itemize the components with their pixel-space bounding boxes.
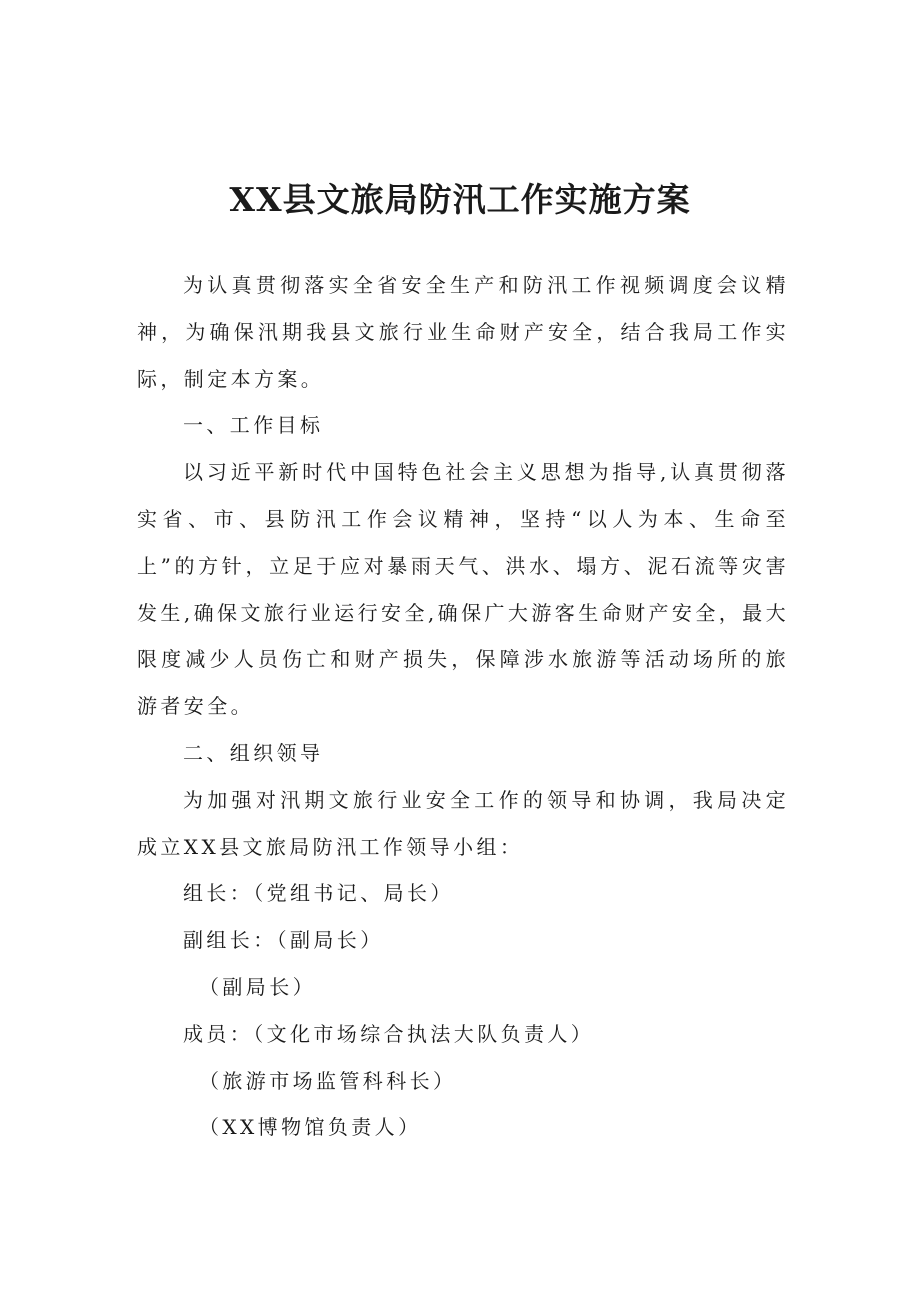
leader-line: 组长：（党组书记、局长） [183,881,454,906]
deputy-leader-line-2: （副局长） [199,974,316,999]
member-line-2: （旅游市场监管科科长） [199,1068,457,1093]
section-2-paragraph: 为加强对汛期文旅行业安全工作的领导和协调，我局决定成立XX县文旅局防汛工作领导小组： [137,787,789,859]
deputy-leader-line: 副组长：（副局长） [183,928,384,953]
member-line-3: （XX博物馆负责人） [199,1115,422,1140]
member-line-1: 成员：（文化市场综合执法大队负责人） [183,1021,595,1046]
section-2-heading: 二、组织领导 [183,740,324,765]
section-1-paragraph: 以习近平新时代中国特色社会主义思想为指导,认真贯彻落实省、市、县防汛工作会议精神，坚持“以人为本、生命至上”的方针，立足于应对暴雨天气、洪水、塌方、泥石流等灾害发生,确保文旅行业运行安全,确保广大游客生命财产安全，最大限度减少人员伤亡和财产损失，保障涉水旅游等活动场所的旅游者安全。 [137,460,789,719]
document-body [137,262,789,1151]
document-title: XX县文旅局防汛工作实施方案 [229,180,691,219]
section-1-heading: 一、工作目标 [183,413,324,438]
intro-paragraph: 为认真贯彻落实全省安全生产和防汛工作视频调度会议精神，为确保汛期我县文旅行业生命财产安全，结合我局工作实际，制定本方案。 [137,273,789,391]
